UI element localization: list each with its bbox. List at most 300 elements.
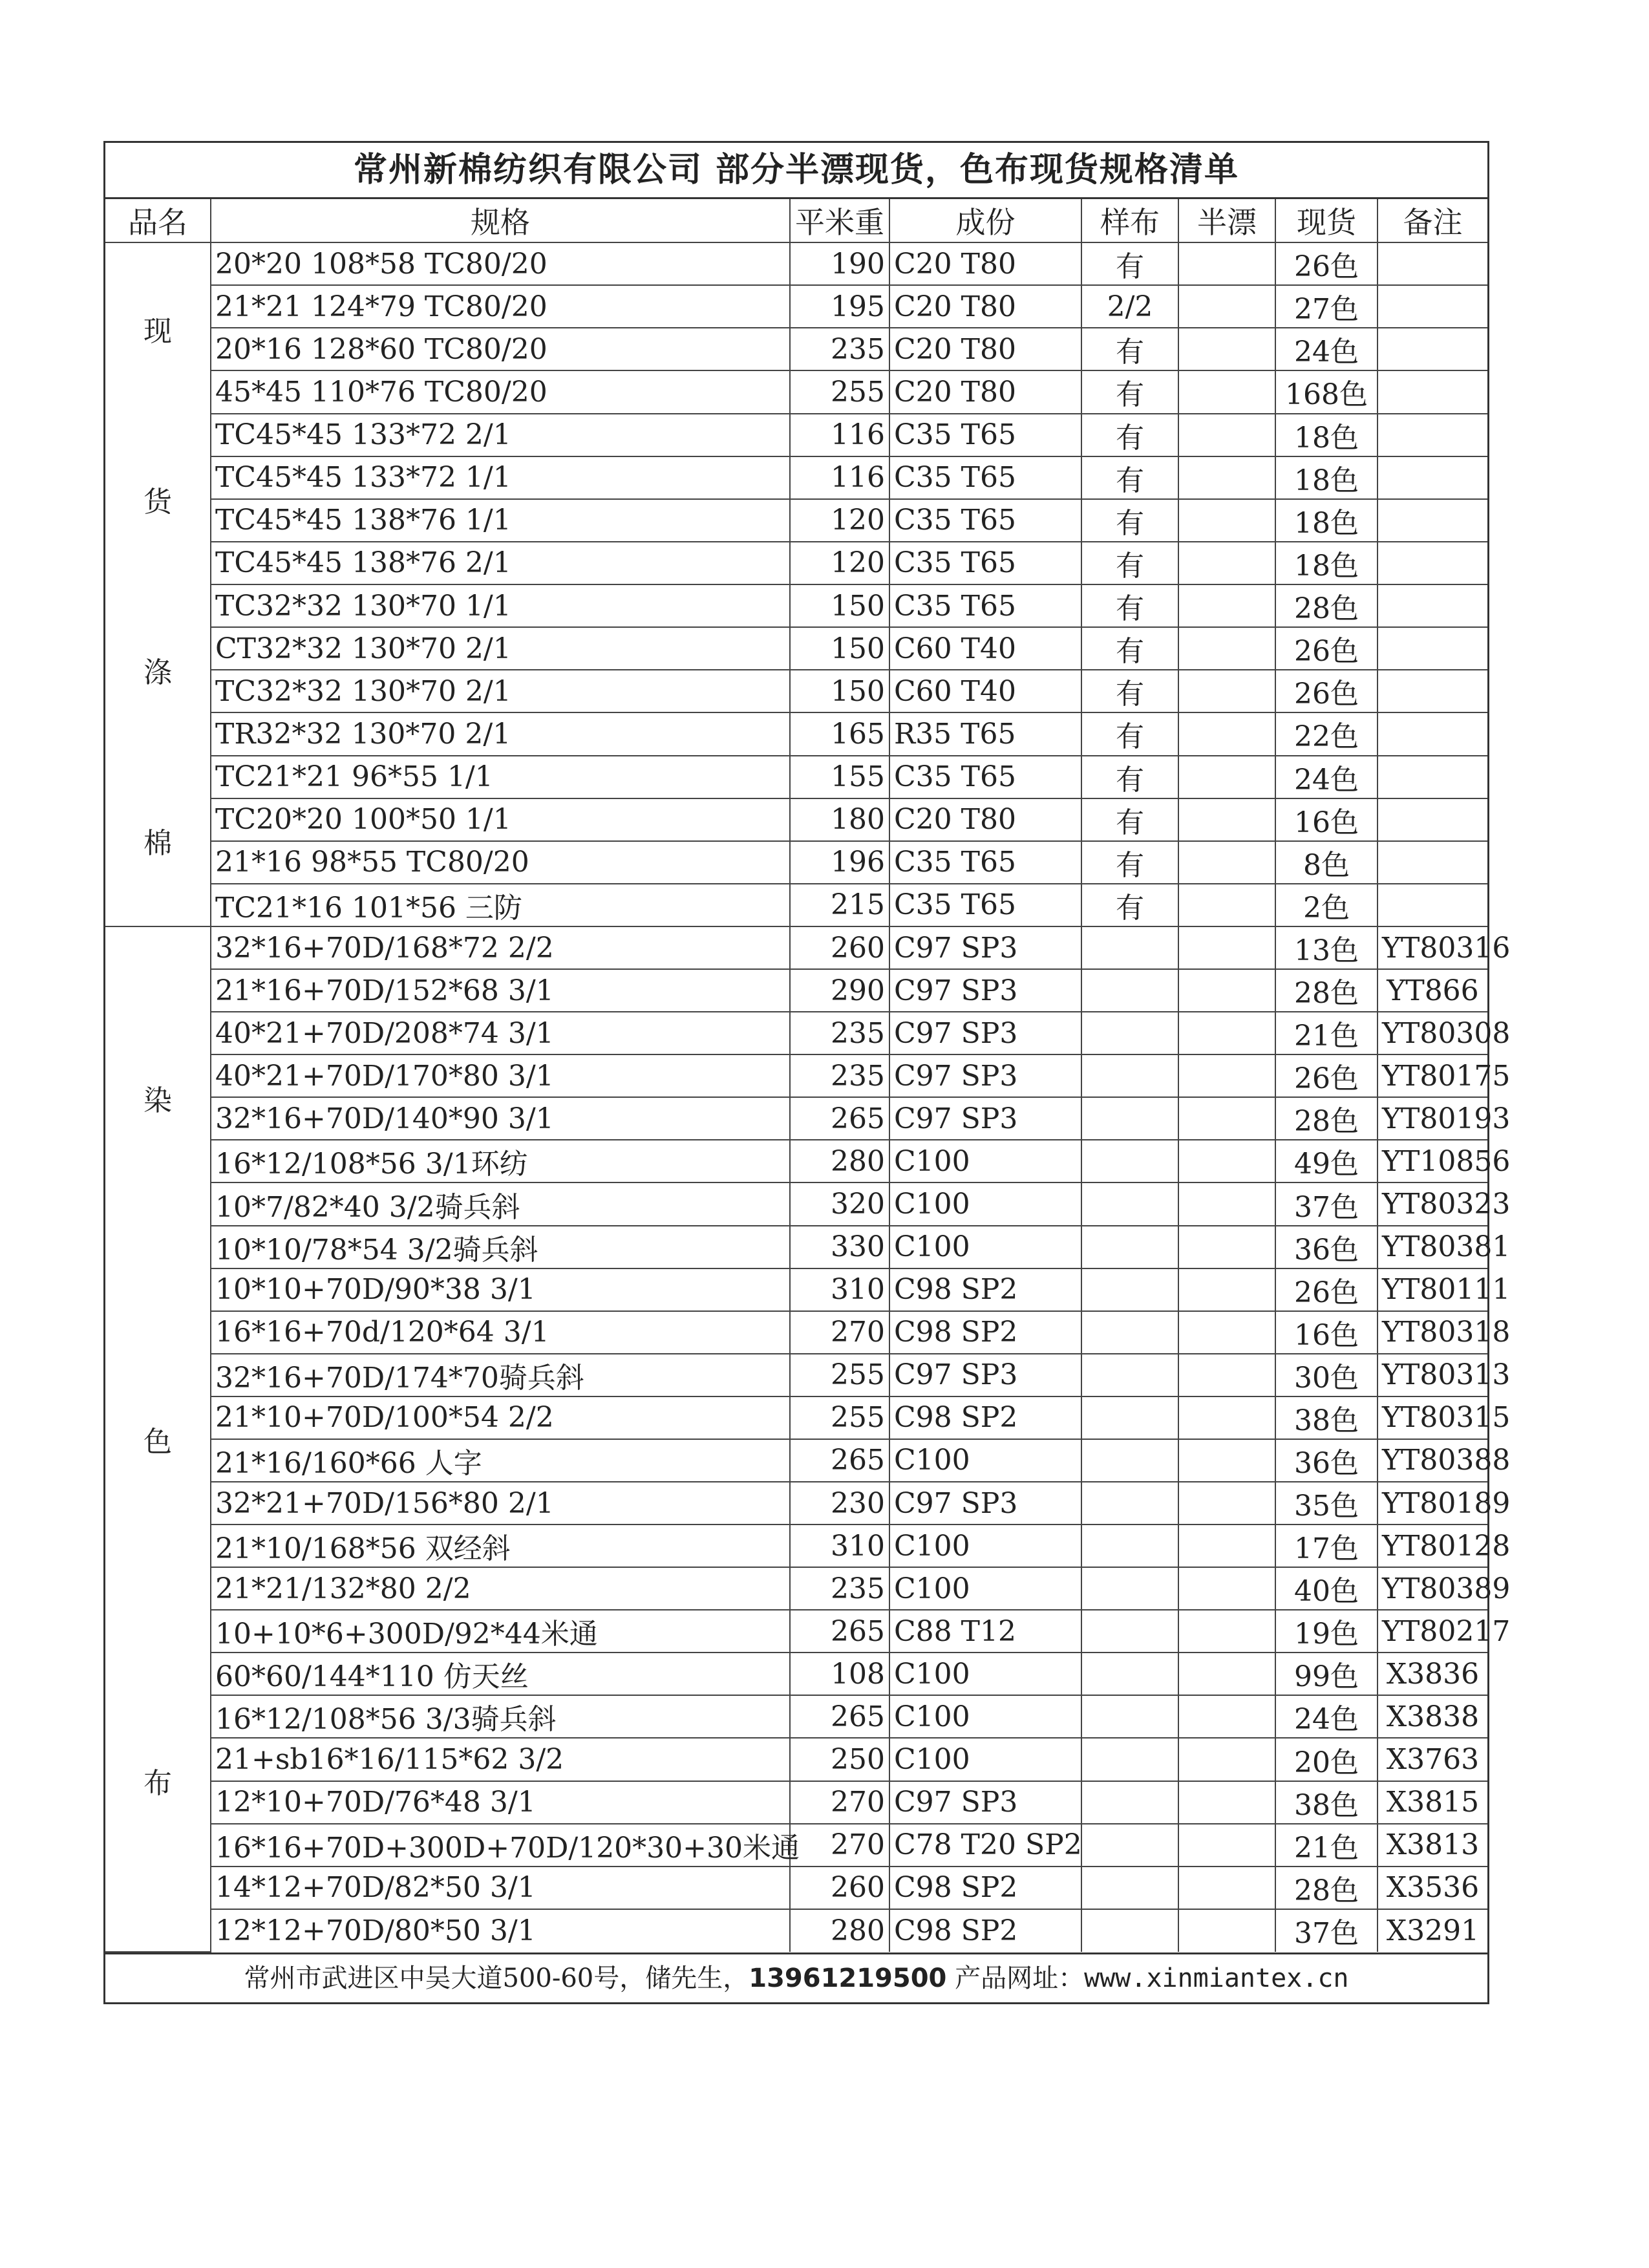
semi-bleach-cell: [1178, 756, 1275, 798]
spec-cell: 10+10*6+300D/92*44米通: [211, 1610, 790, 1653]
table-row: [105, 1610, 1487, 1653]
remark-cell: X3838: [1378, 1695, 1487, 1738]
weight-cell: 235: [790, 328, 889, 370]
category-label-stock-polycotton: [105, 242, 211, 926]
spec-cell: 16*12/108*56 3/1环纺: [211, 1140, 790, 1182]
table-row: [105, 328, 1487, 370]
sample-cell: 有: [1081, 456, 1178, 499]
spec-cell: TC21*16 101*56 三防: [211, 884, 790, 926]
stock-cell: 28色: [1275, 1867, 1378, 1909]
weight-cell: 120: [790, 499, 889, 542]
spec-cell: 40*21+70D/208*74 3/1: [211, 1012, 790, 1054]
semi-bleach-cell: [1178, 1867, 1275, 1909]
remark-cell: [1378, 884, 1487, 926]
semi-bleach-cell: [1178, 1012, 1275, 1054]
stock-cell: 168色: [1275, 370, 1378, 413]
weight-cell: 260: [790, 926, 889, 969]
table-row: [105, 285, 1487, 328]
sample-cell: 有: [1081, 370, 1178, 413]
weight-cell: 250: [790, 1738, 889, 1781]
weight-cell: 116: [790, 456, 889, 499]
semi-bleach-cell: [1178, 499, 1275, 542]
composition-cell: C97 SP3: [889, 969, 1081, 1012]
composition-cell: C97 SP3: [889, 1054, 1081, 1097]
composition-cell: C97 SP3: [889, 1012, 1081, 1054]
spec-table: [105, 199, 1511, 1952]
stock-cell: 27色: [1275, 285, 1378, 328]
stock-cell: 26色: [1275, 1268, 1378, 1311]
spec-cell: 21*16 98*55 TC80/20: [211, 841, 790, 884]
stock-cell: 20色: [1275, 1738, 1378, 1781]
table-row: [105, 542, 1487, 584]
spec-cell: 12*12+70D/80*50 3/1: [211, 1909, 790, 1952]
composition-cell: C97 SP3: [889, 1097, 1081, 1140]
sample-cell: [1081, 1268, 1178, 1311]
sample-cell: [1081, 1610, 1178, 1653]
sample-cell: [1081, 926, 1178, 969]
weight-cell: 280: [790, 1140, 889, 1182]
semi-bleach-cell: [1178, 1653, 1275, 1695]
remark-cell: X3836: [1378, 1653, 1487, 1695]
sample-cell: 有: [1081, 884, 1178, 926]
table-row: [105, 798, 1487, 841]
stock-cell: 36色: [1275, 1439, 1378, 1482]
composition-cell: R35 T65: [889, 712, 1081, 755]
table-row: [105, 969, 1487, 1012]
sample-cell: 有: [1081, 584, 1178, 627]
sample-cell: [1081, 1097, 1178, 1140]
spec-cell: TC45*45 138*76 2/1: [211, 542, 790, 584]
weight-cell: 255: [790, 1396, 889, 1439]
weight-cell: 265: [790, 1610, 889, 1653]
stock-cell: 19色: [1275, 1610, 1378, 1653]
stock-cell: 28色: [1275, 1097, 1378, 1140]
sample-cell: [1081, 1226, 1178, 1268]
table-row: [105, 1396, 1487, 1439]
weight-cell: 290: [790, 969, 889, 1012]
table-row: [105, 1012, 1487, 1054]
composition-cell: C35 T65: [889, 756, 1081, 798]
spec-sheet: [103, 141, 1511, 2004]
remark-cell: [1378, 370, 1487, 413]
spec-cell: 20*20 108*58 TC80/20: [211, 242, 790, 285]
weight-cell: 150: [790, 670, 889, 712]
sample-cell: [1081, 1182, 1178, 1225]
semi-bleach-cell: [1178, 1482, 1275, 1524]
spec-cell: 21*10+70D/100*54 2/2: [211, 1396, 790, 1439]
composition-cell: C97 SP3: [889, 1482, 1081, 1524]
stock-cell: 22色: [1275, 712, 1378, 755]
remark-cell: YT80308: [1378, 1012, 1487, 1054]
remark-cell: [1378, 712, 1487, 755]
semi-bleach-cell: [1178, 841, 1275, 884]
weight-cell: 255: [790, 370, 889, 413]
category-char: 涤: [144, 656, 172, 689]
semi-bleach-cell: [1178, 370, 1275, 413]
contact-footer: [105, 1952, 1487, 2002]
spec-cell: 21*16/160*66 人字: [211, 1439, 790, 1482]
remark-cell: [1378, 756, 1487, 798]
stock-cell: 16色: [1275, 798, 1378, 841]
spec-cell: 16*12/108*56 3/3骑兵斜: [211, 1695, 790, 1738]
category-char: 现: [144, 315, 172, 348]
sample-cell: 2/2: [1081, 285, 1178, 328]
sample-cell: [1081, 1567, 1178, 1610]
table-row: [105, 1867, 1487, 1909]
semi-bleach-cell: [1178, 1610, 1275, 1653]
stock-cell: 36色: [1275, 1226, 1378, 1268]
stock-cell: 21色: [1275, 1012, 1378, 1054]
weight-cell: 196: [790, 841, 889, 884]
semi-bleach-cell: [1178, 456, 1275, 499]
weight-cell: 265: [790, 1695, 889, 1738]
semi-bleach-cell: [1178, 884, 1275, 926]
stock-cell: 26色: [1275, 1054, 1378, 1097]
semi-bleach-cell: [1178, 328, 1275, 370]
remark-cell: [1378, 414, 1487, 456]
remark-cell: YT80316: [1378, 926, 1487, 969]
sample-cell: 有: [1081, 841, 1178, 884]
semi-bleach-cell: [1178, 712, 1275, 755]
sample-cell: 有: [1081, 756, 1178, 798]
composition-cell: C98 SP2: [889, 1268, 1081, 1311]
spec-cell: 32*16+70D/168*72 2/2: [211, 926, 790, 969]
col-header-spec: 规格: [211, 199, 790, 242]
spec-cell: 12*10+70D/76*48 3/1: [211, 1781, 790, 1824]
weight-cell: 265: [790, 1097, 889, 1140]
sample-cell: [1081, 1140, 1178, 1182]
remark-cell: X3291: [1378, 1909, 1487, 1952]
spec-cell: TC45*45 133*72 1/1: [211, 456, 790, 499]
table-row: [105, 1482, 1487, 1524]
composition-cell: C100: [889, 1653, 1081, 1695]
composition-cell: C97 SP3: [889, 1354, 1081, 1396]
remark-cell: [1378, 456, 1487, 499]
sample-cell: [1081, 1738, 1178, 1781]
semi-bleach-cell: [1178, 1140, 1275, 1182]
table-row: [105, 1097, 1487, 1140]
composition-cell: C98 SP2: [889, 1867, 1081, 1909]
spec-cell: 21+sb16*16/115*62 3/2: [211, 1738, 790, 1781]
weight-cell: 108: [790, 1653, 889, 1695]
semi-bleach-cell: [1178, 1268, 1275, 1311]
composition-cell: C60 T40: [889, 627, 1081, 670]
stock-cell: 37色: [1275, 1182, 1378, 1225]
composition-cell: C100: [889, 1567, 1081, 1610]
weight-cell: 150: [790, 627, 889, 670]
composition-cell: C35 T65: [889, 542, 1081, 584]
stock-cell: 17色: [1275, 1524, 1378, 1567]
col-header-semi-bleach: 半漂: [1178, 199, 1275, 242]
table-row: [105, 1311, 1487, 1354]
category-label-dyed-fabric: [105, 926, 211, 1952]
weight-cell: 235: [790, 1012, 889, 1054]
composition-cell: C20 T80: [889, 328, 1081, 370]
col-header-remark: 备注: [1378, 199, 1487, 242]
weight-cell: 270: [790, 1311, 889, 1354]
composition-cell: C97 SP3: [889, 1781, 1081, 1824]
sample-cell: [1081, 1354, 1178, 1396]
semi-bleach-cell: [1178, 1524, 1275, 1567]
semi-bleach-cell: [1178, 798, 1275, 841]
composition-cell: C20 T80: [889, 798, 1081, 841]
category-char: 染: [144, 1084, 172, 1117]
stock-cell: 18色: [1275, 456, 1378, 499]
spec-cell: TR32*32 130*70 2/1: [211, 712, 790, 755]
remark-cell: YT80381: [1378, 1226, 1487, 1268]
weight-cell: 195: [790, 285, 889, 328]
spec-cell: 40*21+70D/170*80 3/1: [211, 1054, 790, 1097]
composition-cell: C98 SP2: [889, 1909, 1081, 1952]
category-char: 棉: [144, 827, 172, 860]
composition-cell: C98 SP2: [889, 1396, 1081, 1439]
stock-cell: 30色: [1275, 1354, 1378, 1396]
stock-cell: 18色: [1275, 542, 1378, 584]
remark-cell: [1378, 670, 1487, 712]
semi-bleach-cell: [1178, 1097, 1275, 1140]
table-row: [105, 499, 1487, 542]
stock-cell: 24色: [1275, 756, 1378, 798]
table-row: [105, 756, 1487, 798]
spec-cell: 21*21/132*80 2/2: [211, 1567, 790, 1610]
col-header-category: 品名: [105, 199, 211, 242]
remark-cell: [1378, 798, 1487, 841]
col-header-stock: 现货: [1275, 199, 1378, 242]
sample-cell: [1081, 1439, 1178, 1482]
table-row: [105, 627, 1487, 670]
sample-cell: 有: [1081, 798, 1178, 841]
spec-cell: CT32*32 130*70 2/1: [211, 627, 790, 670]
composition-cell: C100: [889, 1439, 1081, 1482]
stock-cell: 18色: [1275, 414, 1378, 456]
spec-cell: 32*21+70D/156*80 2/1: [211, 1482, 790, 1524]
composition-cell: C98 SP2: [889, 1311, 1081, 1354]
composition-cell: C35 T65: [889, 414, 1081, 456]
spec-cell: TC32*32 130*70 1/1: [211, 584, 790, 627]
remark-cell: YT80175: [1378, 1054, 1487, 1097]
category-char: 布: [144, 1767, 172, 1800]
composition-cell: C60 T40: [889, 670, 1081, 712]
table-row: [105, 1824, 1487, 1867]
semi-bleach-cell: [1178, 1567, 1275, 1610]
stock-cell: 24色: [1275, 1695, 1378, 1738]
table-row: [105, 926, 1487, 969]
sheet-title: 常州新棉纺织有限公司 部分半漂现货，色布现货规格清单: [105, 143, 1487, 199]
spec-cell: TC45*45 138*76 1/1: [211, 499, 790, 542]
composition-cell: C35 T65: [889, 584, 1081, 627]
footer-website-link[interactable]: www.xinmiantex.cn: [1084, 1963, 1349, 1993]
stock-cell: 28色: [1275, 969, 1378, 1012]
semi-bleach-cell: [1178, 1226, 1275, 1268]
sample-cell: 有: [1081, 242, 1178, 285]
semi-bleach-cell: [1178, 1781, 1275, 1824]
remark-cell: [1378, 285, 1487, 328]
spec-cell: 32*16+70D/174*70骑兵斜: [211, 1354, 790, 1396]
weight-cell: 310: [790, 1268, 889, 1311]
semi-bleach-cell: [1178, 926, 1275, 969]
remark-cell: YT80111: [1378, 1268, 1487, 1311]
semi-bleach-cell: [1178, 1738, 1275, 1781]
stock-cell: 38色: [1275, 1781, 1378, 1824]
stock-cell: 99色: [1275, 1653, 1378, 1695]
composition-cell: C100: [889, 1738, 1081, 1781]
weight-cell: 270: [790, 1781, 889, 1824]
sample-cell: 有: [1081, 627, 1178, 670]
weight-cell: 215: [790, 884, 889, 926]
semi-bleach-cell: [1178, 542, 1275, 584]
category-char: 色: [144, 1426, 172, 1459]
remark-cell: YT80189: [1378, 1482, 1487, 1524]
sample-cell: 有: [1081, 328, 1178, 370]
stock-cell: 8色: [1275, 841, 1378, 884]
sample-cell: [1081, 969, 1178, 1012]
composition-cell: C100: [889, 1140, 1081, 1182]
spec-cell: 10*7/82*40 3/2骑兵斜: [211, 1182, 790, 1225]
sample-cell: [1081, 1824, 1178, 1867]
remark-cell: [1378, 242, 1487, 285]
weight-cell: 265: [790, 1439, 889, 1482]
composition-cell: C35 T65: [889, 456, 1081, 499]
table-row: [105, 1268, 1487, 1311]
footer-address: 常州市武进区中吴大道500-60号，储先生，: [244, 1963, 749, 1993]
remark-cell: YT80217: [1378, 1610, 1487, 1653]
col-header-sample: 样布: [1081, 199, 1178, 242]
weight-cell: 165: [790, 712, 889, 755]
spec-cell: 16*16+70D+300D+70D/120*30+30米通: [211, 1824, 790, 1867]
stock-cell: 21色: [1275, 1824, 1378, 1867]
semi-bleach-cell: [1178, 1439, 1275, 1482]
table-row: [105, 1695, 1487, 1738]
remark-cell: X3536: [1378, 1867, 1487, 1909]
remark-cell: YT80128: [1378, 1524, 1487, 1567]
stock-cell: 26色: [1275, 627, 1378, 670]
semi-bleach-cell: [1178, 1396, 1275, 1439]
table-row: [105, 1226, 1487, 1268]
composition-cell: C78 T20 SP2: [889, 1824, 1081, 1867]
remark-cell: [1378, 627, 1487, 670]
spec-cell: 14*12+70D/82*50 3/1: [211, 1867, 790, 1909]
composition-cell: C35 T65: [889, 841, 1081, 884]
composition-cell: C35 T65: [889, 499, 1081, 542]
composition-cell: C20 T80: [889, 370, 1081, 413]
spec-cell: 20*16 128*60 TC80/20: [211, 328, 790, 370]
spec-cell: TC20*20 100*50 1/1: [211, 798, 790, 841]
semi-bleach-cell: [1178, 414, 1275, 456]
weight-cell: 116: [790, 414, 889, 456]
composition-cell: C20 T80: [889, 285, 1081, 328]
stock-cell: 49色: [1275, 1140, 1378, 1182]
semi-bleach-cell: [1178, 670, 1275, 712]
sample-cell: [1081, 1653, 1178, 1695]
semi-bleach-cell: [1178, 969, 1275, 1012]
weight-cell: 230: [790, 1482, 889, 1524]
table-row: [105, 1182, 1487, 1225]
weight-cell: 155: [790, 756, 889, 798]
table-row: [105, 456, 1487, 499]
spec-cell: 21*10/168*56 双经斜: [211, 1524, 790, 1567]
table-row: [105, 414, 1487, 456]
sample-cell: 有: [1081, 499, 1178, 542]
weight-cell: 235: [790, 1567, 889, 1610]
weight-cell: 330: [790, 1226, 889, 1268]
composition-cell: C20 T80: [889, 242, 1081, 285]
semi-bleach-cell: [1178, 1695, 1275, 1738]
composition-cell: C97 SP3: [889, 926, 1081, 969]
spec-cell: 10*10/78*54 3/2骑兵斜: [211, 1226, 790, 1268]
col-header-composition: 成份: [889, 199, 1081, 242]
sample-cell: [1081, 1311, 1178, 1354]
stock-cell: 38色: [1275, 1396, 1378, 1439]
sample-cell: 有: [1081, 542, 1178, 584]
remark-cell: YT80315: [1378, 1396, 1487, 1439]
sample-cell: 有: [1081, 712, 1178, 755]
remark-cell: YT80388: [1378, 1439, 1487, 1482]
table-row: [105, 712, 1487, 755]
remark-cell: X3815: [1378, 1781, 1487, 1824]
table-row: [105, 1524, 1487, 1567]
weight-cell: 190: [790, 242, 889, 285]
stock-cell: 24色: [1275, 328, 1378, 370]
category-char: 货: [144, 486, 172, 519]
spec-cell: TC32*32 130*70 2/1: [211, 670, 790, 712]
weight-cell: 280: [790, 1909, 889, 1952]
table-row: [105, 584, 1487, 627]
table-row: [105, 1354, 1487, 1396]
remark-cell: YT80318: [1378, 1311, 1487, 1354]
table-row: [105, 1653, 1487, 1695]
table-row: [105, 370, 1487, 413]
spec-cell: TC45*45 133*72 2/1: [211, 414, 790, 456]
spec-cell: 60*60/144*110 仿天丝: [211, 1653, 790, 1695]
stock-cell: 18色: [1275, 499, 1378, 542]
semi-bleach-cell: [1178, 1054, 1275, 1097]
table-row: [105, 884, 1487, 926]
composition-cell: C100: [889, 1524, 1081, 1567]
table-row: [105, 1567, 1487, 1610]
weight-cell: 180: [790, 798, 889, 841]
spec-cell: TC21*21 96*55 1/1: [211, 756, 790, 798]
weight-cell: 270: [790, 1824, 889, 1867]
semi-bleach-cell: [1178, 1311, 1275, 1354]
remark-cell: X3813: [1378, 1824, 1487, 1867]
stock-cell: 35色: [1275, 1482, 1378, 1524]
weight-cell: 235: [790, 1054, 889, 1097]
remark-cell: [1378, 499, 1487, 542]
remark-cell: [1378, 584, 1487, 627]
sample-cell: [1081, 1781, 1178, 1824]
stock-cell: 28色: [1275, 584, 1378, 627]
remark-cell: YT80193: [1378, 1097, 1487, 1140]
remark-cell: YT80313: [1378, 1354, 1487, 1396]
sample-cell: [1081, 1867, 1178, 1909]
table-row: [105, 1439, 1487, 1482]
composition-cell: C35 T65: [889, 884, 1081, 926]
sample-cell: [1081, 1054, 1178, 1097]
table-row: [105, 1738, 1487, 1781]
table-row: [105, 242, 1487, 285]
spec-cell: 32*16+70D/140*90 3/1: [211, 1097, 790, 1140]
semi-bleach-cell: [1178, 1824, 1275, 1867]
weight-cell: 150: [790, 584, 889, 627]
remark-cell: X3763: [1378, 1738, 1487, 1781]
table-row: [105, 670, 1487, 712]
table-row: [105, 1781, 1487, 1824]
semi-bleach-cell: [1178, 584, 1275, 627]
semi-bleach-cell: [1178, 1354, 1275, 1396]
composition-cell: C100: [889, 1182, 1081, 1225]
weight-cell: 320: [790, 1182, 889, 1225]
semi-bleach-cell: [1178, 285, 1275, 328]
